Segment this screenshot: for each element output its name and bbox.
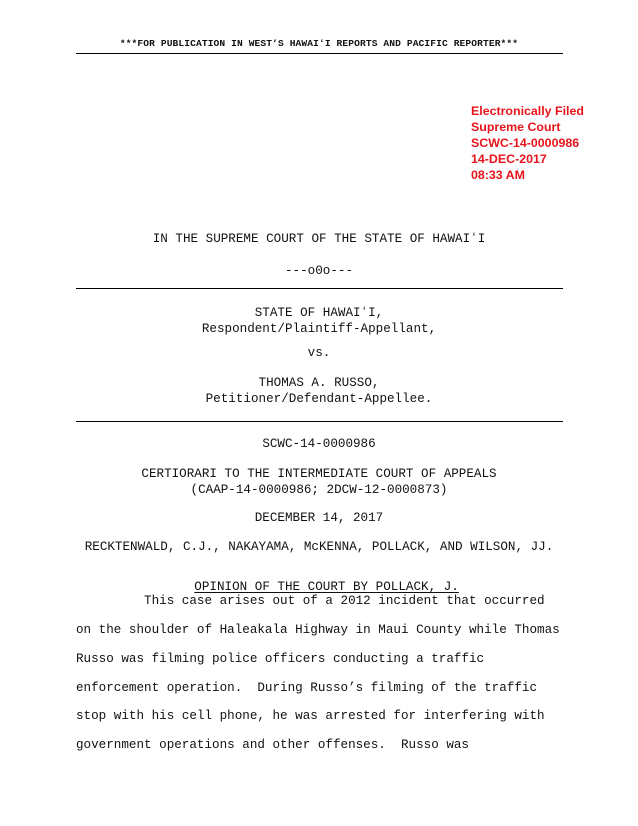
certiorari-line: CERTIORARI TO THE INTERMEDIATE COURT OF APPEALS	[141, 467, 497, 481]
caption-top-rule	[76, 288, 563, 289]
header-rule	[76, 53, 563, 54]
body-line: stop with his cell phone, he was arrested for interfering with	[76, 709, 545, 723]
publication-notice: ***FOR PUBLICATION IN WEST’S HAWAIʻI REPORTS AND PACIFIC REPORTER***	[119, 38, 519, 49]
body-line: enforcement operation. During Russo’s filming of the traffic	[76, 681, 538, 695]
decision-date: DECEMBER 14, 2017	[254, 511, 384, 525]
body-line: This case arises out of a 2012 incident that occurred	[76, 594, 545, 608]
petitioner-name: THOMAS A. RUSSO,	[258, 376, 380, 390]
opinion-heading: OPINION OF THE COURT BY POLLACK, J.	[194, 580, 459, 594]
stamp-line: Supreme Court	[471, 120, 561, 134]
lower-case-numbers: (CAAP-14-0000986; 2DCW-12-0000873)	[190, 483, 448, 497]
filing-stamp	[471, 103, 621, 183]
stamp-line: SCWC-14-0000986	[471, 136, 580, 150]
respondent-role: Respondent/Plaintiff-Appellant,	[201, 322, 437, 336]
petitioner-role: Petitioner/Defendant-Appellee.	[205, 392, 433, 406]
caption-bottom-rule	[76, 421, 563, 422]
stamp-line: 08:33 AM	[471, 168, 525, 182]
case-number: SCWC-14-0000986	[262, 437, 376, 451]
justices: RECKTENWALD, C.J., NAKAYAMA, McKENNA, POLLACK, AND WILSON, JJ.	[84, 540, 554, 554]
body-line: government operations and other offenses. Russo was	[76, 738, 469, 752]
versus: vs.	[307, 346, 331, 360]
body-line: Russo was filming police officers conducting a traffic	[76, 652, 485, 666]
court-separator: ---o0o---	[284, 264, 354, 278]
opinion-heading-wrap	[0, 566, 638, 594]
respondent-name: STATE OF HAWAIʻI,	[254, 306, 384, 320]
stamp-line: Electronically Filed	[471, 104, 584, 118]
court-name: IN THE SUPREME COURT OF THE STATE OF HAWAIʻI	[152, 232, 486, 246]
stamp-line: 14-DEC-2017	[471, 152, 547, 166]
body-line: on the shoulder of Haleakala Highway in Maui County while Thomas	[76, 623, 560, 637]
